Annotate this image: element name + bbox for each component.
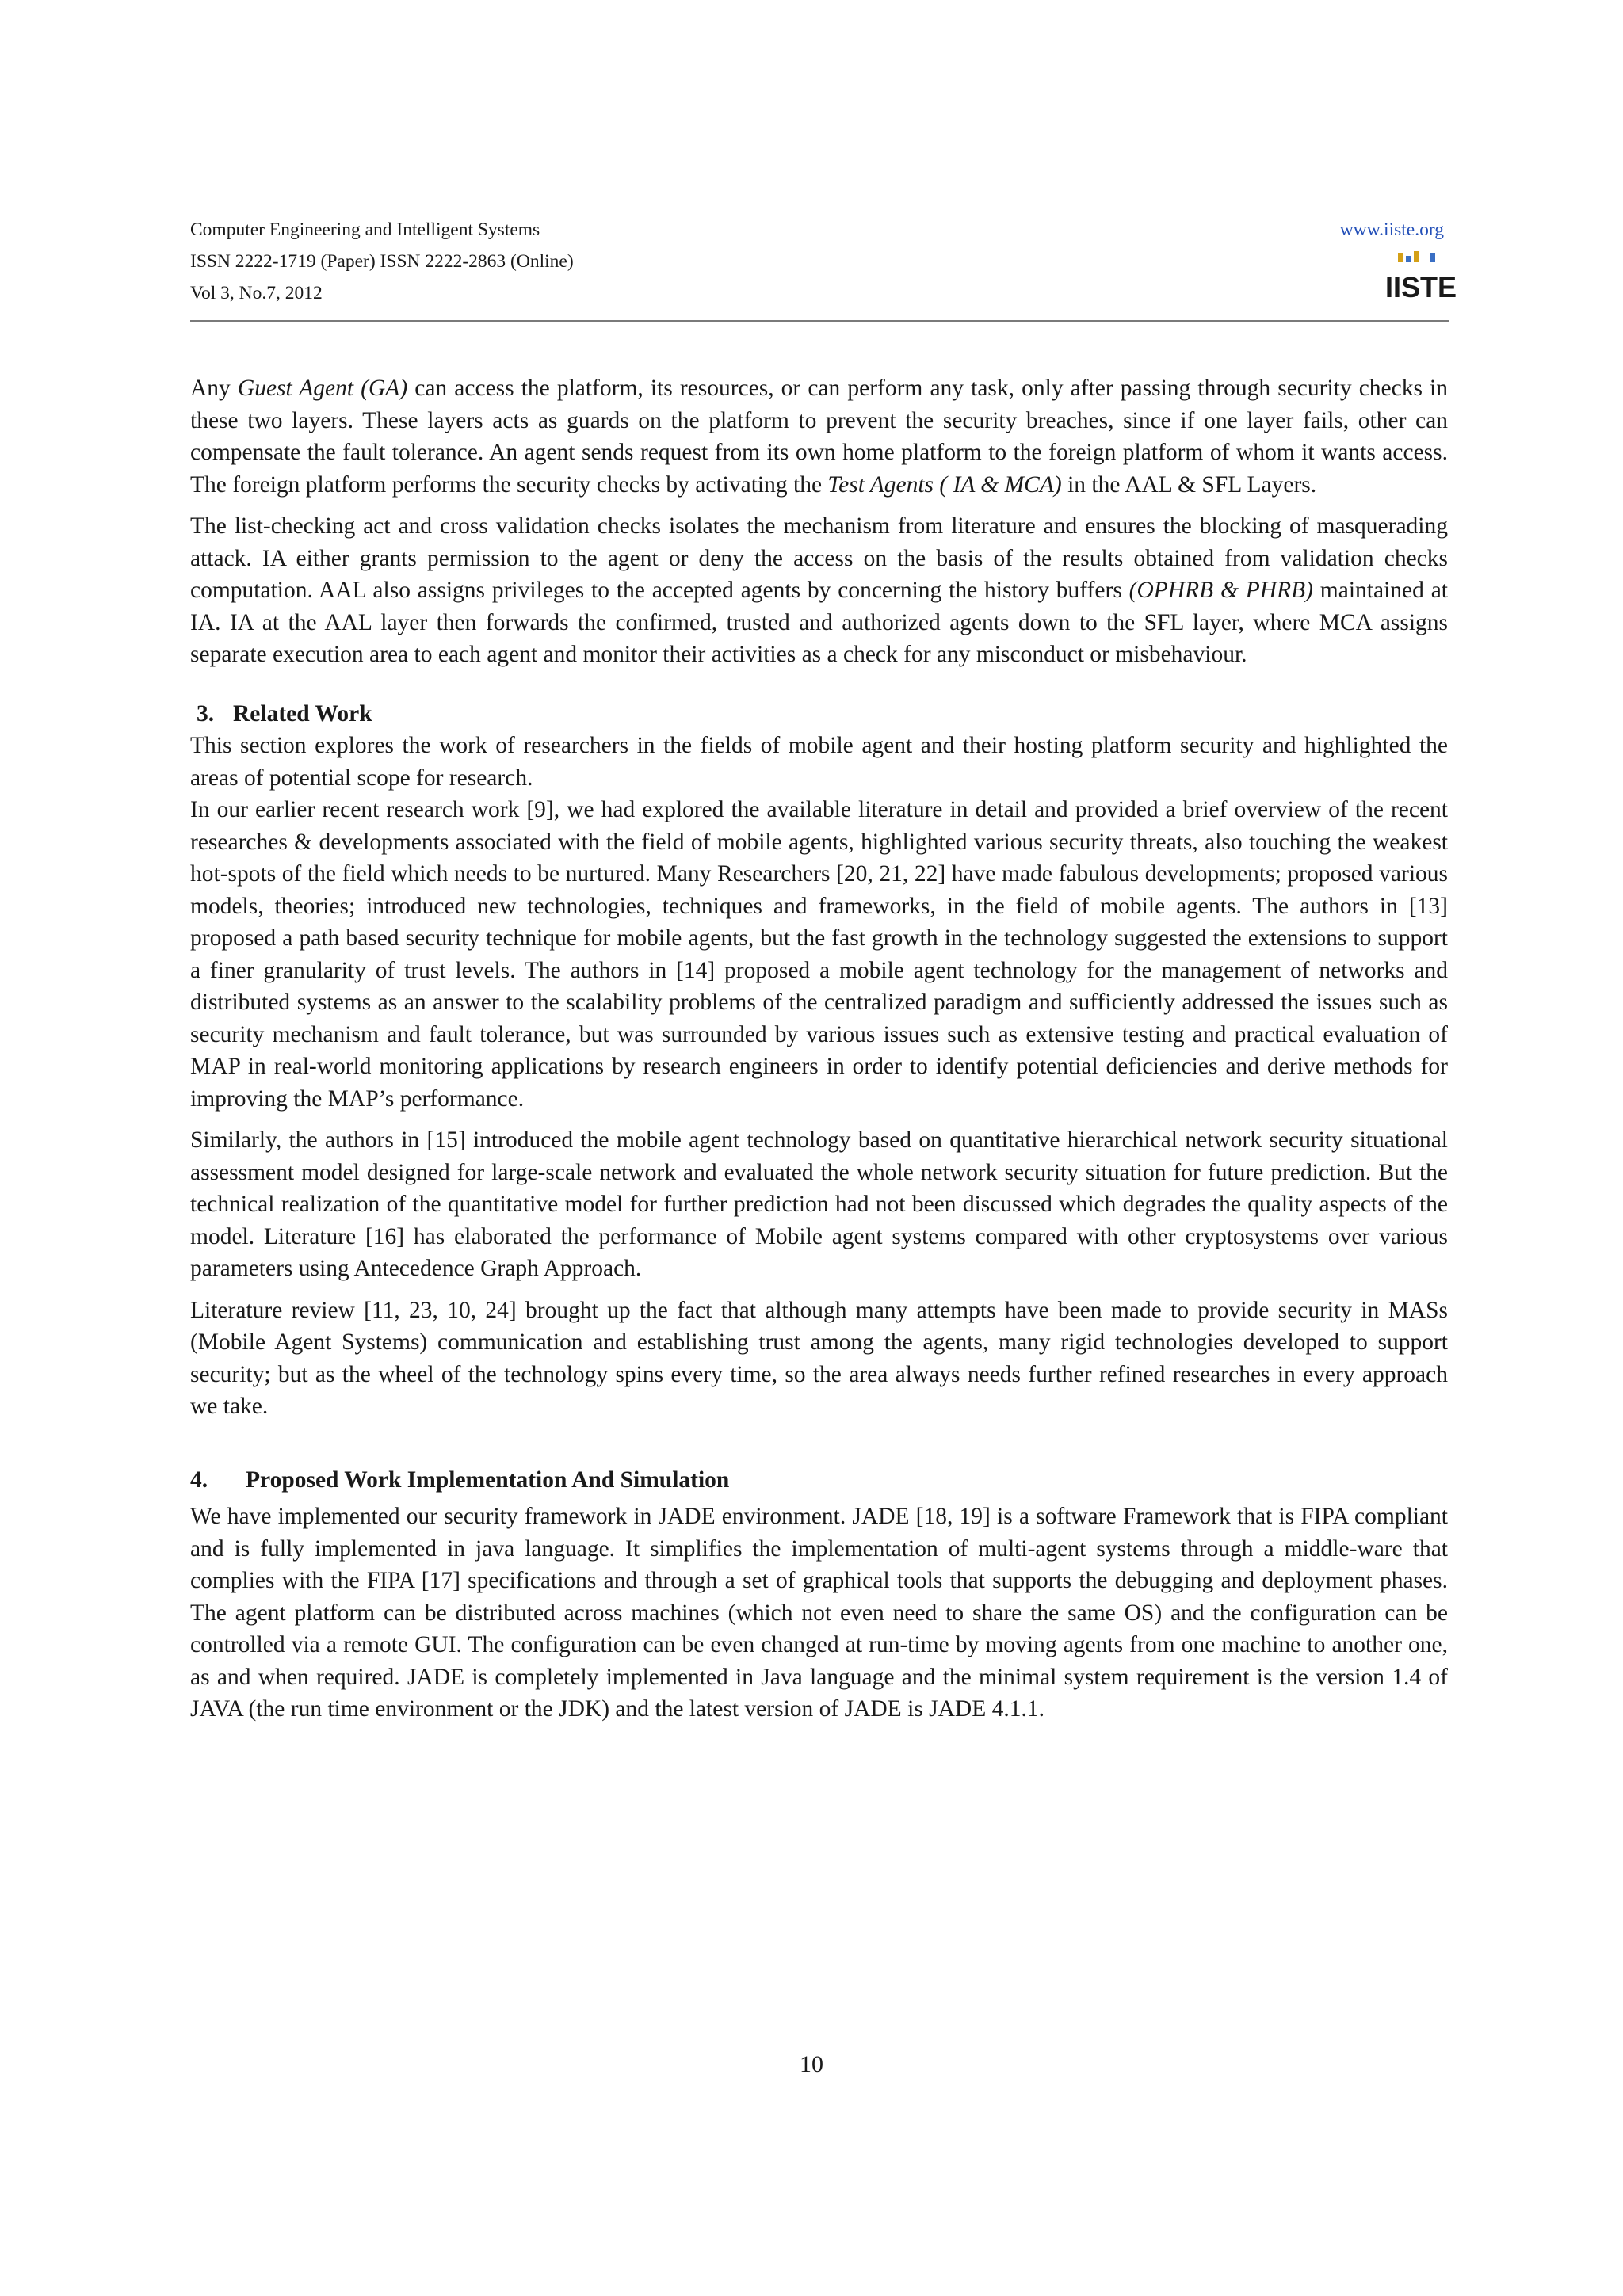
section-related-work bbox=[190, 698, 1448, 1423]
paragraph: In our earlier recent research work [9], we had explored the available literature in detail and provided a brief overview of the recent researches & developments associated with the field of mobile agents, highlighted various security threats, also touching the weakest hot-spots of the field which needs to be nurtured. Many Researchers [20, 21, 22] have made fabulous developments; proposed various models, theories; introduced new technologies, techniques and frameworks, in the field of mobile agents. The authors in [13] proposed a path based security technique for mobile agents, but the fast growth in the technology suggested the extensions to support a finer granularity of trust levels. The authors in [14] proposed a mobile agent technology for the management of networks and distributed systems as an answer to the scalability problems of the centralized paradigm and sufficiently addressed the issues such as security mechanism and fault tolerance, but was surrounded by various issues such as extensive testing and practical evaluation of MAP in real-world monitoring applications by research engineers in order to identify potential deficiencies and derive methods for improving the MAP’s performance. bbox=[190, 797, 1448, 1112]
paragraph: Similarly, the authors in [15] introduced the mobile agent technology based on quantitative hierarchical network security situational assessment model designed for large-scale network and evaluated the whole network security situation for future prediction. But the technical realization of the quantitative model for further prediction had not been discussed which degrades the quality aspects of the model. Literature [16] has elaborated the performance of Mobile agent systems compared with other cryptosystems over various parameters using Antecedence Graph Approach. bbox=[190, 1127, 1448, 1281]
section-proposed-work bbox=[190, 1464, 1448, 1726]
logo-text: IISTE bbox=[1384, 271, 1457, 303]
journal-name: Computer Engineering and Intelligent Systems bbox=[190, 219, 540, 240]
paragraph-guest-agent: Any Guest Agent (GA) can access the platform, its resources, or can perform any task, only after passing through security checks in these two layers. These layers acts as guards on the platform to prevent the security breaches, since if one layer fails, other can compensate the fault tolerance. An agent sends request from its own home platform to the foreign platform of whom it wants access. The foreign platform performs the security checks by activating the Test Agents ( IA & MCA) in the AAL & SFL Layers. bbox=[190, 376, 1448, 498]
volume-line: Vol 3, No.7, 2012 bbox=[190, 283, 323, 303]
paragraph: This section explores the work of researchers in the fields of mobile agent and their hosting platform security and highlighted the areas of potential scope for research. bbox=[190, 733, 1448, 791]
section-heading: 3. Related Work bbox=[197, 700, 372, 727]
paragraph-list-checking: The list-checking act and cross validation checks isolates the mechanism from literature and ensures the blocking of masquerading attack. IA either grants permission to the agent or deny the access on the basis of the results obtained from validation checks computation. AAL also assigns privileges to the accepted agents by concerning the history buffers (OPHRB & PHRB) maintained at IA. IA at the AAL layer then forwards the confirmed, trusted and authorized agents down to the SFL layer, where MCA assigns separate execution area to each agent and monitor their activities as a check for any misconduct or misbehaviour. bbox=[190, 513, 1449, 667]
header-divider bbox=[190, 320, 1449, 322]
iiste-logo-icon bbox=[1384, 250, 1457, 307]
page-body bbox=[190, 372, 1448, 1730]
paragraph: We have implemented our security framework in JADE environment. JADE [18, 19] is a software Framework that is FIPA compliant and is fully implemented in java language. It simplifies the implementation of multi-agent systems through a middle-ware that complies with the FIPA [17] specifications and through a set of graphical tools that supports the debugging and deployment phases. The agent platform can be distributed across machines (which not even need to share the same OS) and the configuration can be controlled via a remote GUI. The configuration can be even changed at run-time by moving agents from one machine to another one, as and when required. JADE is completely implemented in Java language and the minimal system requirement is the version 1.4 of JAVA (the run time environment or the JDK) and the latest version of JADE is JADE 4.1.1. bbox=[190, 1504, 1448, 1722]
paragraph: Literature review [11, 23, 10, 24] brought up the fact that although many attempts have been made to provide security in MASs (Mobile Agent Systems) communication and establishing trust among the agents, many rigid technologies developed to support security; but as the wheel of the technology spins every time, so the area always needs further refined researches in every approach we take. bbox=[190, 1297, 1448, 1419]
journal-url-link[interactable]: www.iiste.org bbox=[1339, 219, 1444, 240]
running-header bbox=[190, 214, 1457, 325]
page-number: 10 bbox=[800, 2051, 823, 2077]
issn-line: ISSN 2222-1719 (Paper) ISSN 2222-2863 (Online) bbox=[190, 251, 574, 272]
section-heading: 4. Proposed Work Implementation And Simulation bbox=[190, 1466, 730, 1493]
